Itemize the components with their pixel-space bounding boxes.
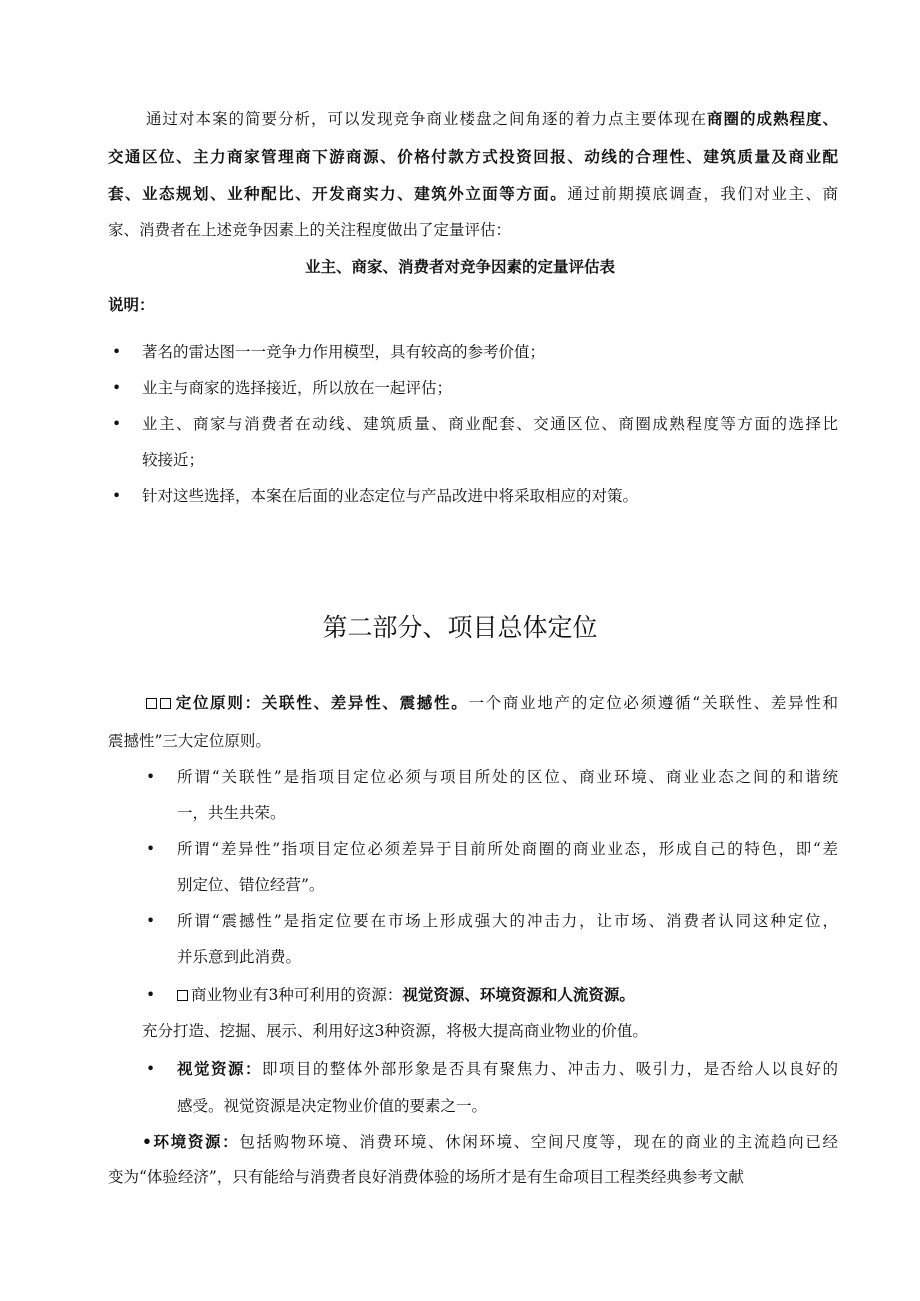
intro-text: 通过前期摸底调查，我们对业主、商	[567, 185, 838, 203]
resources-line-1	[177, 984, 635, 1006]
visual-text: 即项目的整体外部形象是否具有聚焦力、冲击力、吸引力，是否给人以良好的	[261, 1060, 838, 1078]
bullet-icon: •	[112, 487, 122, 505]
principle-bold-text: 定位原则：关联性、差异性、震撼性。	[174, 693, 469, 712]
environment-label: •环境资源：	[142, 1132, 240, 1151]
bullet-icon: •	[112, 415, 122, 433]
intro-bold-text: 套、业态规划、业种配比、开发商实力、建筑外立面等方面。	[108, 184, 568, 203]
environment-line-1	[142, 1131, 838, 1153]
intro-line-1	[146, 108, 838, 130]
resources-line-2: 充分打造、挖掘、展示、利用好这3种资源，将极大提高商业物业的价值。	[142, 1022, 648, 1040]
note-item-continued: 较接近；	[142, 451, 205, 469]
principle-item-continued: 一，共生共荣。	[177, 804, 286, 822]
intro-line-3	[108, 183, 838, 205]
visual-line-2: 感受。视觉资源是决定物业价值的要素之一。	[177, 1097, 488, 1115]
note-item: 著名的雷达图一一竞争力作用模型，具有较高的参考价值；	[142, 343, 546, 361]
resources-bold-text: 视觉资源、环境资源和人流资源。	[402, 985, 635, 1004]
bullet-icon: •	[146, 768, 156, 786]
visual-line-1	[177, 1058, 838, 1080]
checkbox-icon	[146, 698, 157, 709]
bullet-icon: •	[112, 379, 122, 397]
note-item: 针对这些选择，本案在后面的业态定位与产品改进中将采取相应的对策。	[142, 487, 639, 505]
checkbox-icon	[160, 698, 171, 709]
visual-label: 视觉资源：	[177, 1059, 262, 1078]
bullet-icon: •	[112, 343, 122, 361]
principle-item-continued: 并乐意到此消费。	[177, 948, 302, 966]
checkbox-icon	[177, 990, 188, 1001]
resources-text: 商业物业有3种可利用的资源：	[191, 986, 403, 1004]
principle-item: 所谓“关联性”是指项目定位必须与项目所处的区位、商业环境、商业业态之间的和谐统	[177, 768, 838, 786]
intro-bold-text: 商圈的成熟程度、	[706, 109, 838, 128]
environment-line-2: 变为“体验经济”，只有能给与消费者良好消费体验的场所才是有生命项目工程类经典参考文献	[108, 1168, 744, 1186]
note-item: 业主与商家的选择接近，所以放在一起评估；	[142, 379, 453, 397]
principle-line-2: 震撼性”三大定位原则。	[108, 732, 271, 750]
table-title: 业主、商家、消费者对竞争因素的定量评估表	[304, 257, 615, 276]
principle-item: 所谓“震撼性”是指定位要在市场上形成强大的冲击力，让市场、消费者认同这种定位，	[177, 912, 838, 930]
principle-item: 所谓“差异性”指项目定位必须差异于目前所处商圈的商业业态，形成自己的特色，即“差	[177, 840, 838, 858]
intro-line-4: 家、消费者在上述竞争因素上的关注程度做出了定量评估：	[108, 221, 512, 239]
notes-label: 说明：	[108, 295, 155, 314]
principle-text: 一个商业地产的定位必须遵循“关联性、差异性和	[468, 694, 838, 712]
section-title: 第二部分、项目总体定位	[322, 613, 598, 642]
bullet-icon: •	[146, 986, 156, 1004]
principle-item-continued: 别定位、错位经营”。	[177, 876, 325, 894]
intro-line-2: 交通区位、主力商家管理商下游商源、价格付款方式投资回报、动线的合理性、建筑质量及商业配	[108, 147, 838, 166]
bullet-icon: •	[146, 912, 156, 930]
environment-text: 包括购物环境、消费环境、休闲环境、空间尺度等，现在的商业的主流趋向已经	[239, 1133, 838, 1151]
bullet-icon: •	[146, 1060, 156, 1078]
bullet-icon: •	[146, 840, 156, 858]
note-item: 业主、商家与消费者在动线、建筑质量、商业配套、交通区位、商圈成熟程度等方面的选择比	[142, 415, 838, 433]
intro-text: 通过对本案的简要分析，可以发现竞争商业楼盘之间角逐的着力点主要体现在	[146, 110, 707, 128]
principle-line-1	[146, 692, 838, 714]
